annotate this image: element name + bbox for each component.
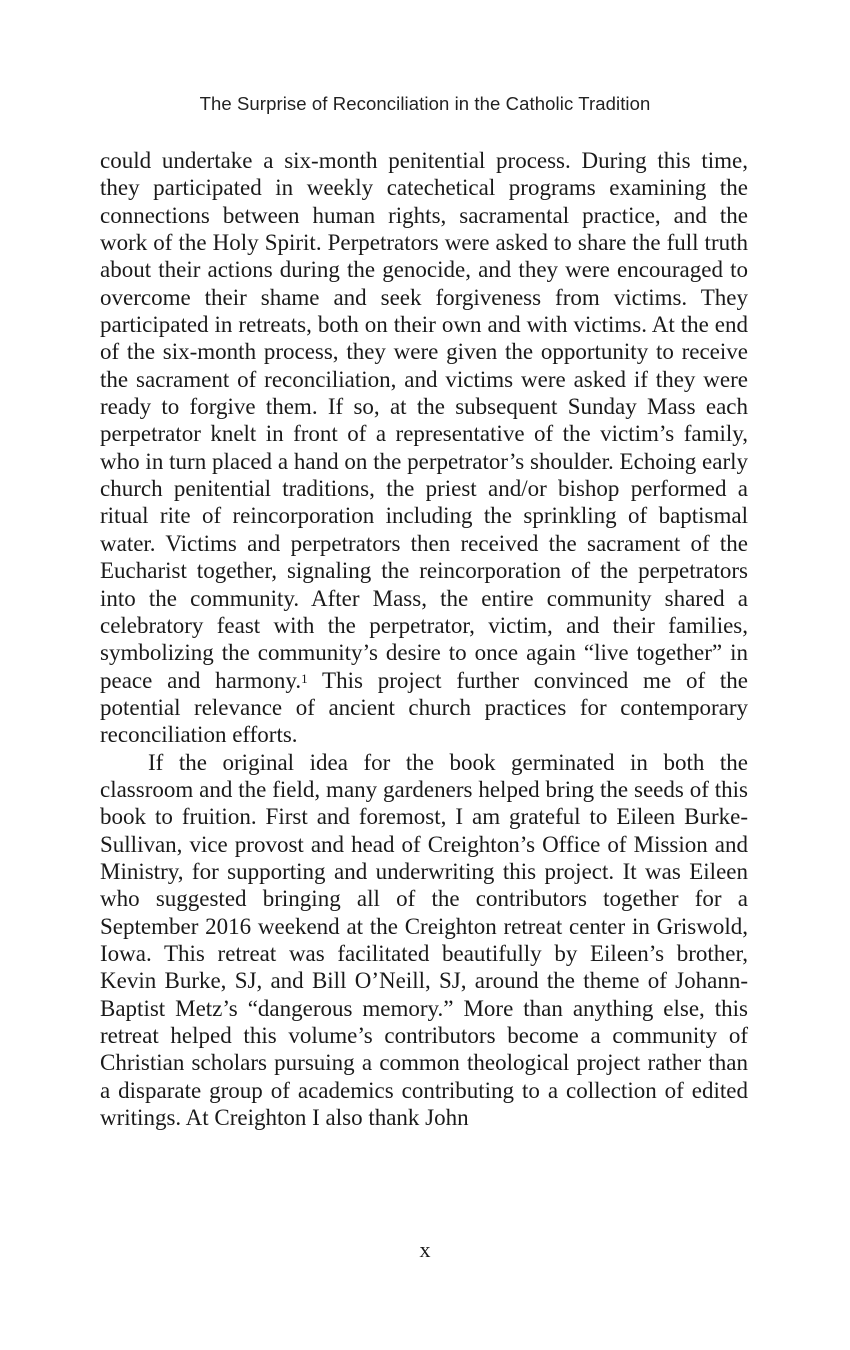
footnote-reference[interactable]: 1 <box>301 670 308 686</box>
paragraph-1-text: could undertake a six-month penitential process. During this time, they participated in weekly catechetical programs examining the connections between human rights, sacramental practice, and the work of the Holy Spirit. Perpetrators were asked to share the full truth about their actions during the genocide, and they were encouraged to overcome their shame and seek forgiveness from victims. They participated in retreats, both on their own and with victims. At the end of the six-month process, they were given the opportunity to receive the sacrament of reconciliation, and victims were asked if they were ready to forgive them. If so, at the subsequent Sunday Mass each perpetrator knelt in front of a representative of the victim’s family, who in turn placed a hand on the perpetrator’s shoulder. Echoing early church penitential traditions, the priest and/or bishop performed a ritual rite of reincorporation including the sprinkling of baptismal water. Victims and perpetrators then received the sacrament of the Eucharist together, signaling the reincorporation of the perpetrators into the community. After Mass, the entire community shared a celebratory feast with the perpetrator, victim, and their families, symbolizing the community’s desire to once again “live together” in peace and harmony. <box>100 148 748 693</box>
body-text <box>100 147 748 1131</box>
page-number: x <box>419 1237 431 1262</box>
paragraph-1-text-continued: This project further convinced me of the potential relevance of ancient church practices for contemporary reconciliation efforts. <box>100 667 749 748</box>
paragraph-2: If the original idea for the book germinated in both the classroom and the field, many gardeners helped bring the seeds of this book to fruition. First and foremost, I am grateful to Eileen Burke-Sullivan, vice provost and head of Creighton’s Office of Mission and Ministry, for supporting and underwriting this project. It was Eileen who suggested bringing all of the contributors together for a September 2016 weekend at the Creighton retreat center in Griswold, Iowa. This retreat was facilitated beautifully by Eileen’s brother, Kevin Burke, SJ, and Bill O’Neill, SJ, around the theme of Johann-Baptist Metz’s “dangerous memory.” More than anything else, this retreat helped this volume’s contributors become a community of Christian scholars pursuing a common theological project rather than a disparate group of academics contributing to a collection of edited writings. At Creighton I also thank John <box>100 749 748 1131</box>
paragraph-1 <box>100 147 748 749</box>
running-head: The Surprise of Reconciliation in the Catholic Tradition <box>199 93 651 114</box>
